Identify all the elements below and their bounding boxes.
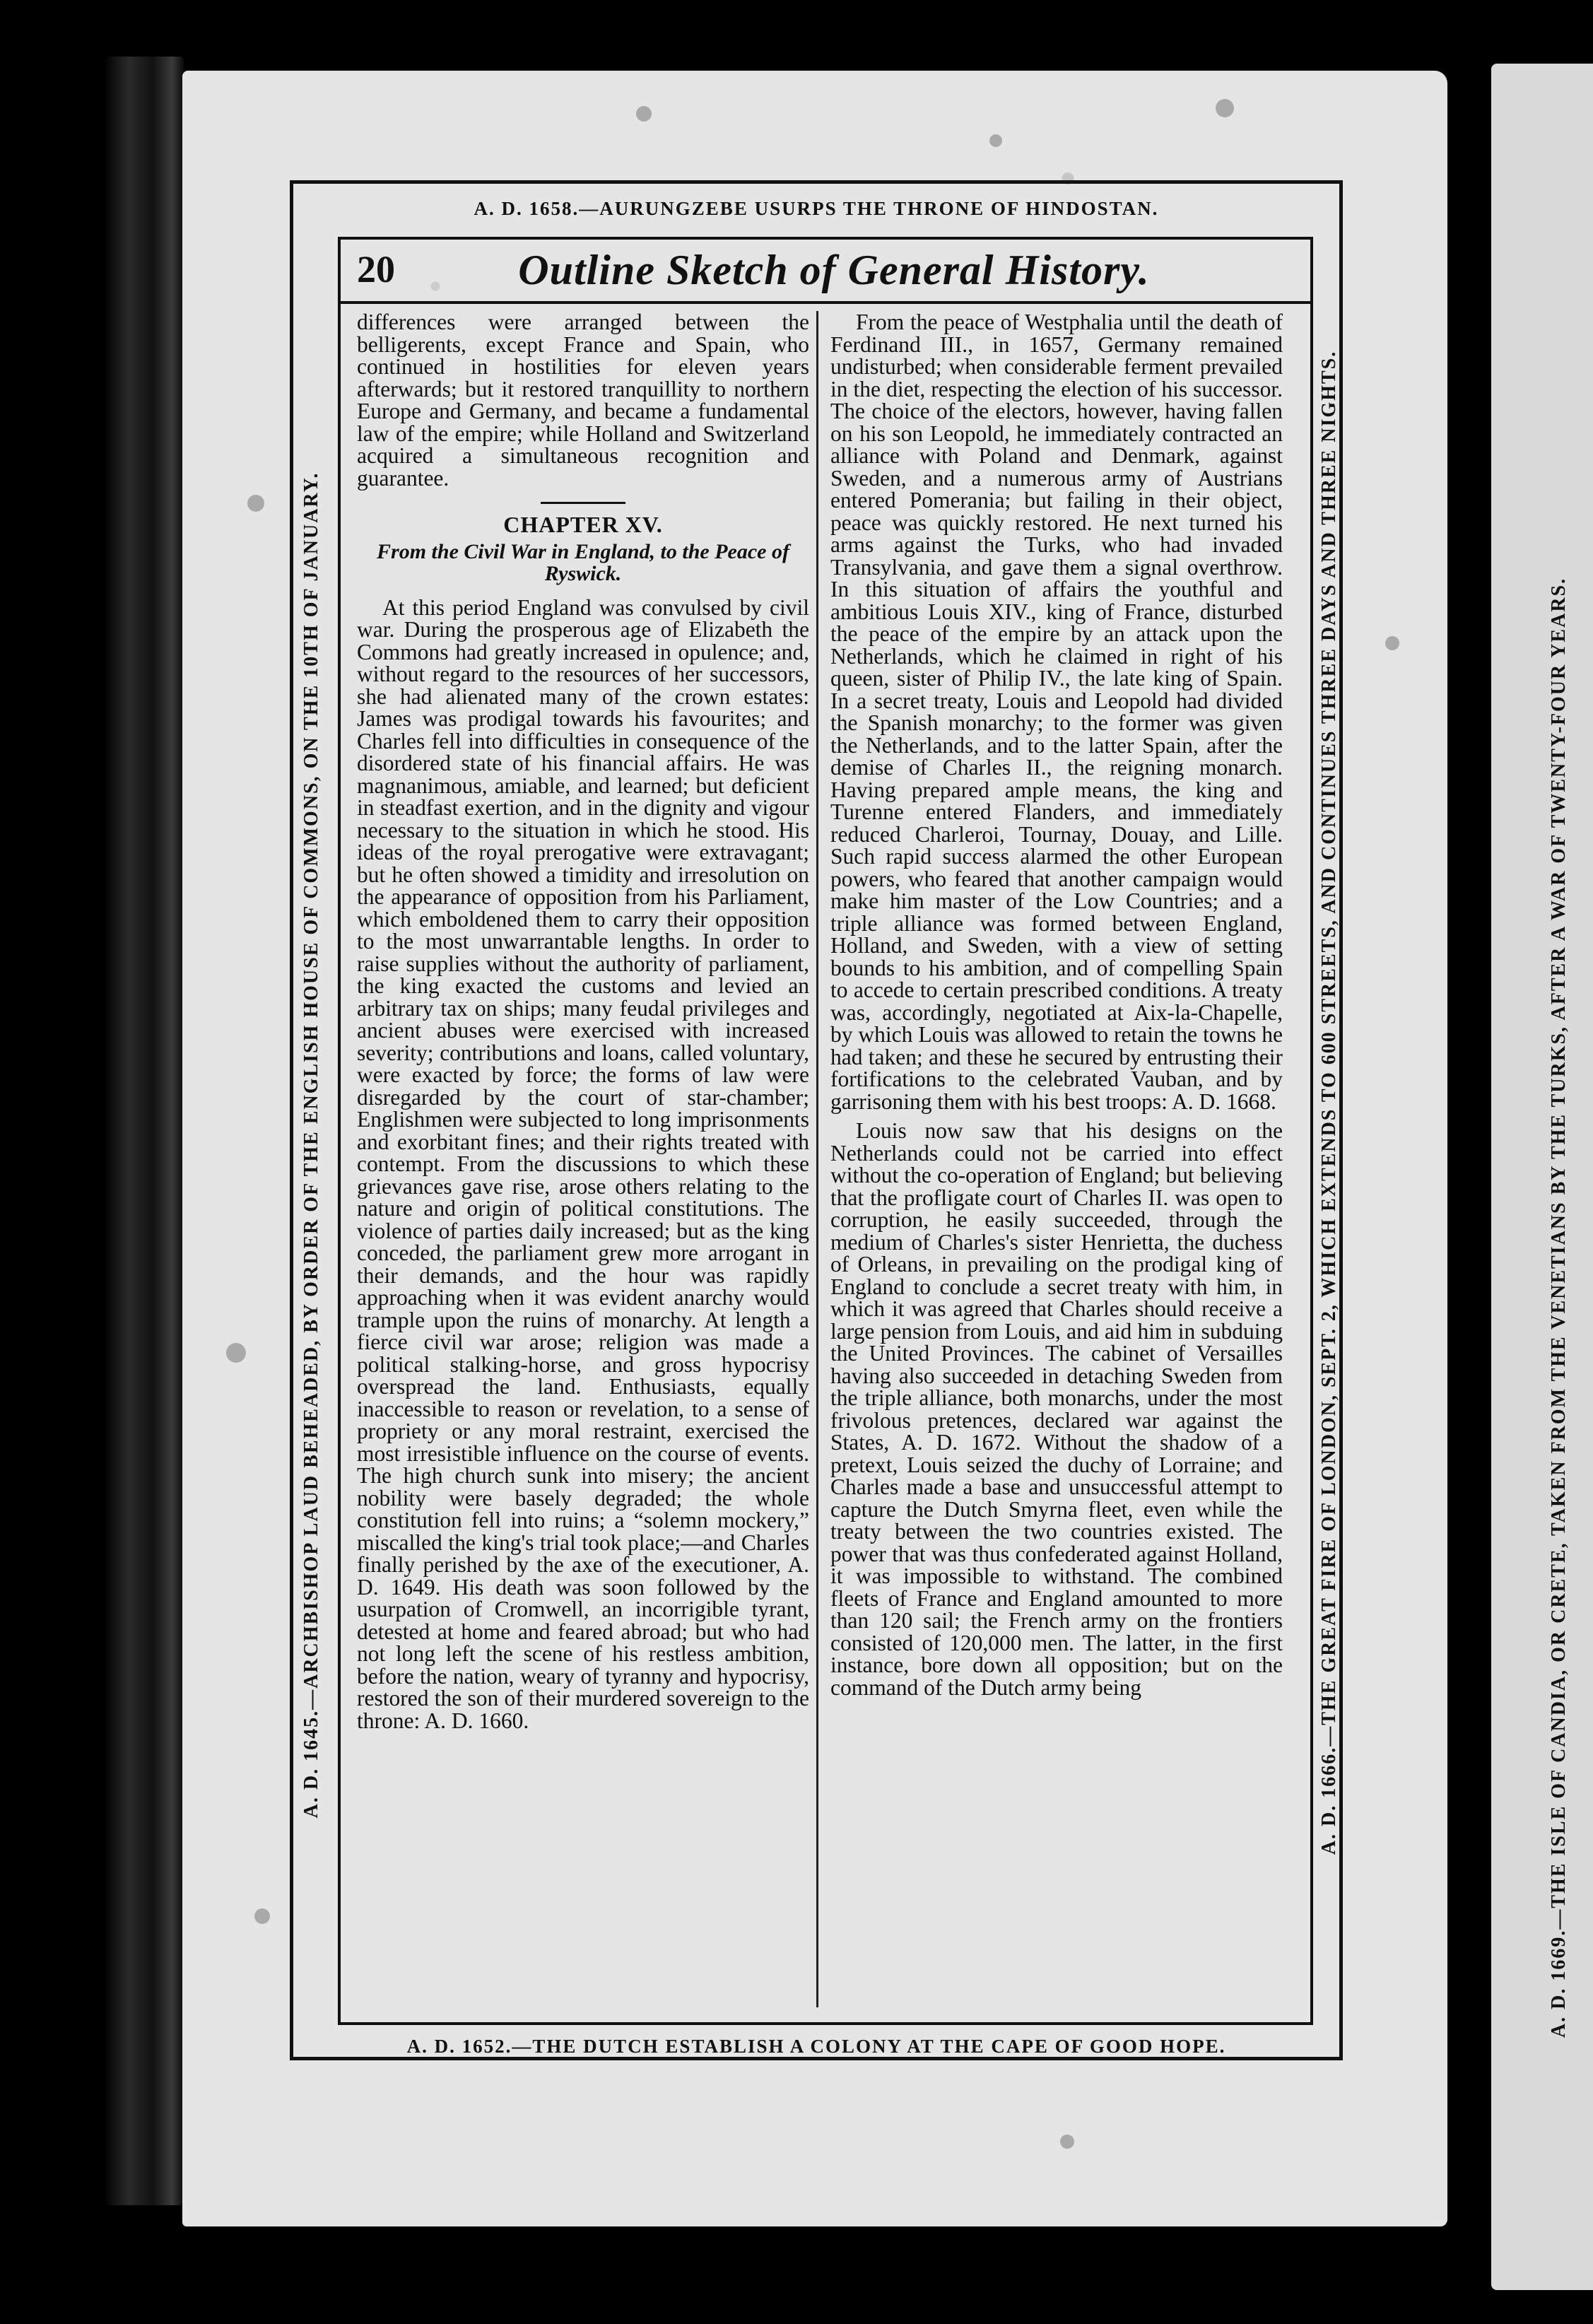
page-stain <box>636 106 652 122</box>
running-head-right-side: A. D. 1666.—THE GREAT FIRE OF LONDON, SEPT. 2, WHICH EXTENDS TO 600 STREETS, AND CONTINUES THREE DAYS AND THREE NIGHTS. <box>1318 350 1340 1855</box>
page-stain <box>254 1908 270 1924</box>
chapter-subtitle: From the Civil War in England, to the Peace of Ryswick. <box>377 539 789 585</box>
book-spine-edge <box>106 57 184 2205</box>
page-title: Outline Sketch of General History. <box>518 247 1150 293</box>
chapter-rule <box>541 502 625 504</box>
right-paragraph-2: Louis now saw that his designs on the Netherlands could not be carried into effect without the co-operation of England; but believing that the profligate court of Charles II. was open to corruption, he easily succeeded, through the medium of Charles's sister Henrietta, the duchess of Orleans, in prevailing on the prodigal king of England to conclude a secret treaty with him, in which it was agreed that Charles should receive a large pension from Louis, and aid him in subduing the United Provinces. The cabinet of Versailles having also succeeded in detaching Sweden from the triple alliance, both monarchs, under the most frivolous pretences, declared war against the States, A. D. 1672. Without the shadow of a pretext, Louis seized the duchy of Lorraine; and Charles made a base and unsuccessful attempt to capture the Dutch Smyrna fleet, even while the treaty between the two countries existed. The power that was thus confederated against Holland, it was impossible to withstand. The combined fleets of France and England amounted to more than 120 sail; the French army on the frontiers consisted of 120,000 men. The latter, in the first instance, bore down all opposition; but on the command of the Dutch army being <box>830 1118 1283 1700</box>
column-divider <box>816 311 818 2007</box>
chapter-heading: CHAPTER XV. <box>503 512 663 537</box>
running-head-left-side: A. D. 1645.—ARCHBISHOP LAUD BEHEADED, BY ORDER OF THE ENGLISH HOUSE OF COMMONS, ON THE 10TH OF JANUARY. <box>300 471 322 1819</box>
left-paragraph-1: differences were arranged between the belligerents, except France and Spain, who continued in hostilities for eleven years afterwards; but it restored tranquillity to northern Europe and Germany, and became a fundamental law of the empire; while Holland and Switzerland acquired a simultaneous recognition and guarantee. <box>357 310 809 491</box>
right-paragraph-1: From the peace of Westphalia until the death of Ferdinand III., in 1657, Germany remained undisturbed; when considerable ferment prevailed in the diet, respecting the election of his successor. The choice of the electors, however, having fallen on his son Leopold, he immediately contracted an alliance with Poland and Denmark, against Sweden, and a numerous army of Austrians entered Pomerania; but failing in their object, peace was quickly restored. He next turned his arms against the Turks, who had invaded Transylvania, and gave them a signal overthrow. In this situation of affairs the youthful and ambitious Louis XIV., king of France, disturbed the peace of the empire by an attack upon the Netherlands, which he claimed in right of his queen, sister of Philip IV., the late king of Spain. In a secret treaty, Louis and Leopold had divided the Spanish monarchy; to the former was given the Netherlands, and to the latter Spain, after the demise of Charles II., the reigning monarch. Having prepared ample means, the king and Turenne entered Flanders, and immediately reduced Charleroi, Tournay, Douay, and Lille. Such rapid success alarmed the other European powers, who feared that another campaign would make him master of the Low Countries; and a triple alliance was formed between England, Holland, and Sweden, with a view of setting bounds to his ambition, and of compelling Spain to accede to certain prescribed conditions. A treaty was, accordingly, negotiated at Aix-la-Chapelle, by which Louis was allowed to retain the towns he had taken; and these he secured by entrusting their fortifications to the celebrated Vauban, and by garrisoning them with his best troops: A. D. 1668. <box>830 310 1283 1114</box>
right-column <box>830 311 1283 2007</box>
page-stain <box>226 1343 246 1363</box>
page-stain <box>1216 99 1234 117</box>
left-column <box>357 311 809 2007</box>
left-paragraph-2: At this period England was convulsed by civil war. During the prosperous age of Elizabeth the Commons had greatly increased in opulence; and, without regard to the resources of her successors, she had alienated many of the crown estates: James was prodigal towards his favourites; and Charles fell into difficulties in consequence of the disordered state of his financial affairs. He was magnanimous, amiable, and learned; but deficient in steadfast exertion, and in the dignity and vigour necessary to the situation in which he stood. His ideas of the royal prerogative were extravagant; but he often showed a timidity and irresolution on the appearance of opposition from his Parliament, which emboldened them to carry their opposition to the most unwarrantable lengths. In order to raise supplies without the authority of parliament, the king exacted the customs and levied an arbitrary tax on ships; many feudal privileges and ancient abuses were exercised with increased severity; contributions and loans, called voluntary, were exacted by force; the forms of law were disregarded by the court of star-chamber; Englishmen were subjected to long imprisonments and exorbitant fines; and their rights treated with contempt. From the discussions to which these grievances gave rise, arose others relating to the nature and origin of political constitutions. The violence of parties daily increased; but as the king conceded, the parliament grew more arrogant in their demands, and the hour was rapidly approaching when it was evident anarchy would trample upon the ruins of monarchy. At length a fierce civil war arose; religion was made a political stalking-horse, and gross hypocrisy overspread the land. Enthusiasts, equally inaccessible to reason or revelation, to a sense of propriety or any moral restraint, exercised the most irresistible influence on the course of events. The high church sunk into misery; the ancient nobility were basely degraded; the whole constitution fell into ruins; a “solemn mockery,” miscalled the king's trial took place;—and Charles finally perished by the axe of the executioner, A. D. 1649. His death was soon followed by the usurpation of Cromwell, an incorrigible tyrant, detested at home and feared abroad; but who had not long left the scene of his restless ambition, before the nation, weary of tyranny and hypocrisy, restored the son of their murdered sovereign to the throne: A. D. 1660. <box>357 594 809 1733</box>
page-stain <box>247 495 264 512</box>
running-head-bottom: A. D. 1652.—THE DUTCH ESTABLISH A COLONY AT THE CAPE OF GOOD HOPE. <box>406 2036 1226 2057</box>
page-stain <box>1060 2135 1074 2149</box>
page-number: 20 <box>357 248 395 290</box>
facing-page-edge <box>1491 64 1593 2290</box>
page-stain <box>1385 636 1399 650</box>
running-head-top: A. D. 1658.—AURUNGZEBE USURPS THE THRONE OF HINDOSTAN. <box>474 198 1159 219</box>
page-stain <box>989 134 1002 147</box>
running-head-facing-page: A. D. 1669.—THE ISLE OF CANDIA, OR CRETE, TAKEN FROM THE VENETIANS BY THE TURKS, AFTER A WAR OF TWENTY-FOUR YEARS. <box>1548 577 1570 2038</box>
